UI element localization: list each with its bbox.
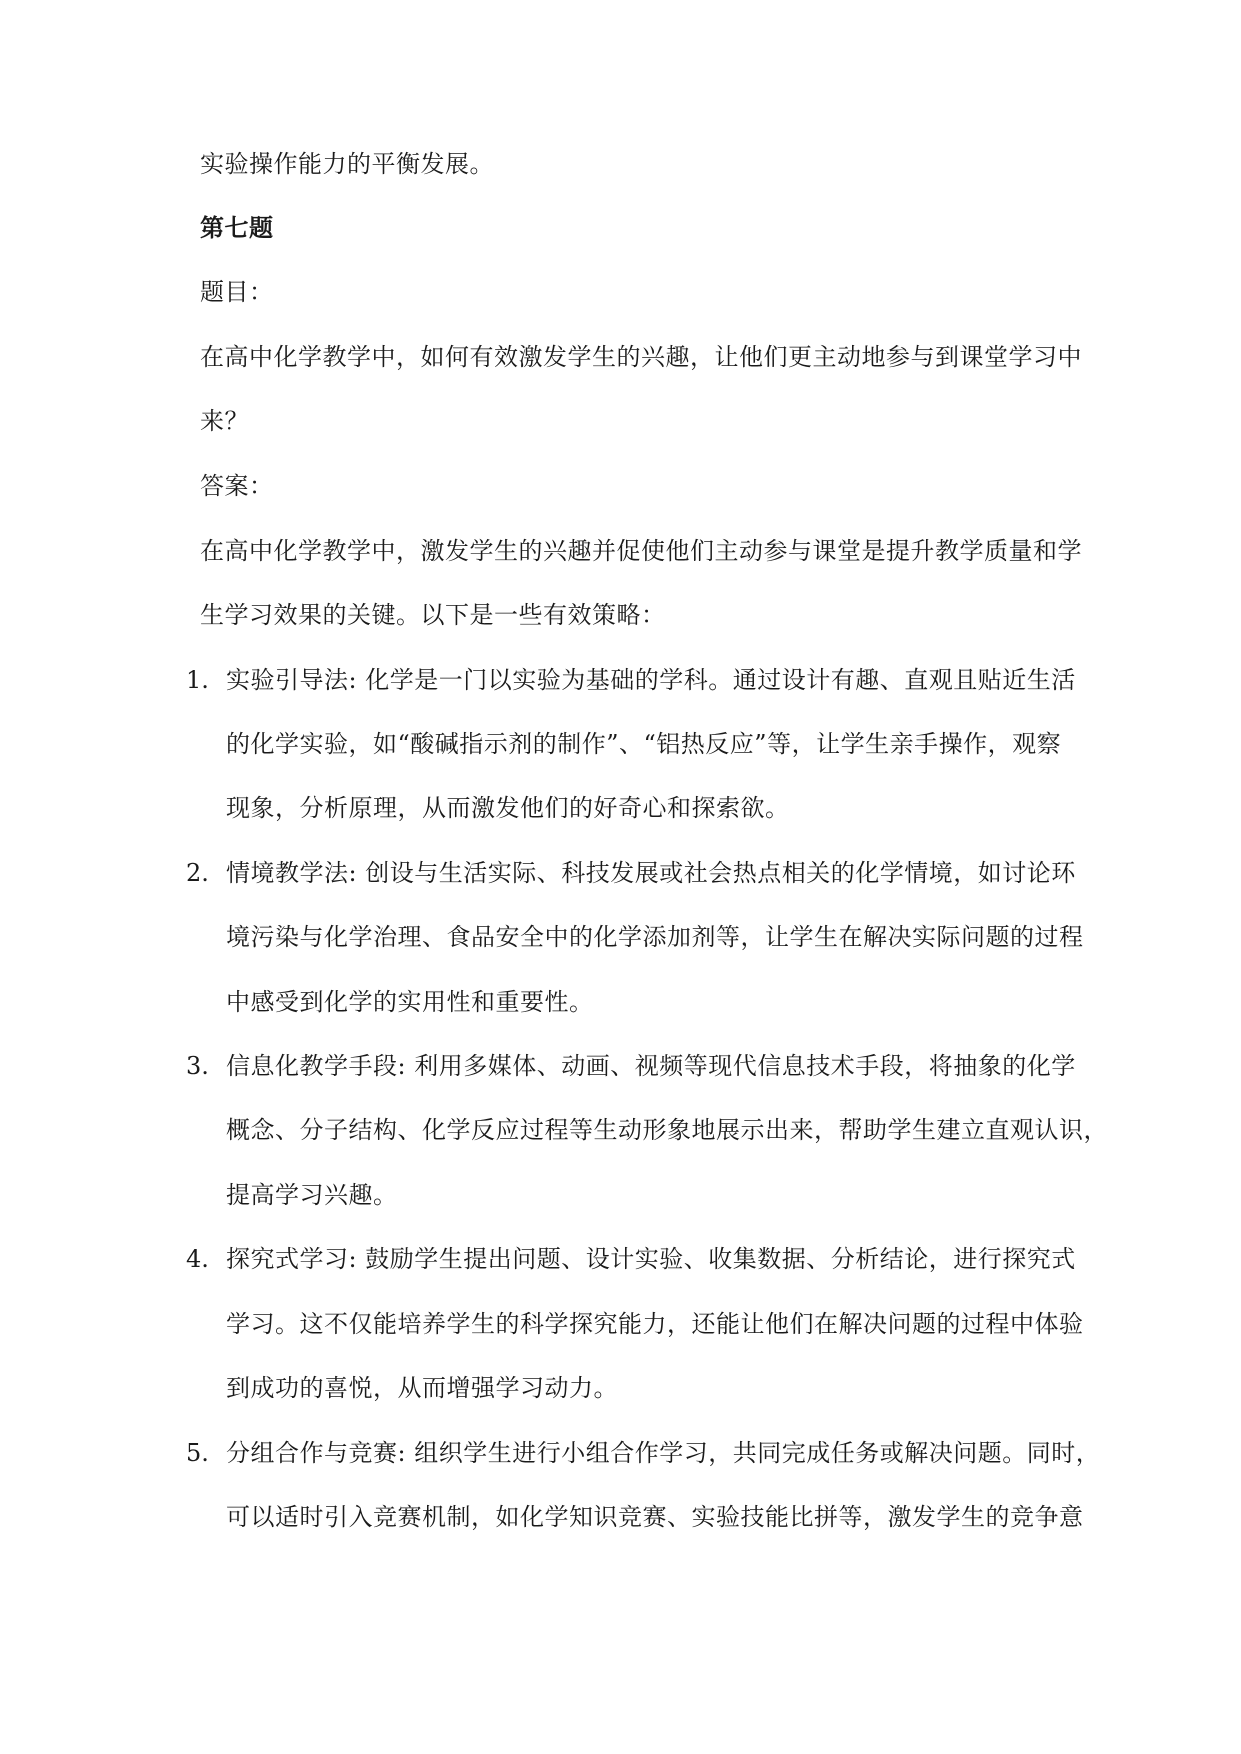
question-line: 在高中化学教学中，如何有效激发学生的兴趣，让他们更主动地参与到课堂学习中 (200, 343, 1082, 371)
list-item-line: 探究式学习: 鼓励学生提出问题、设计实验、收集数据、分析结论，进行探究式 (226, 1245, 1076, 1273)
list-item-number: 1. (186, 666, 209, 694)
list-item-line: 的化学实验，如“酸碱指示剂的制作”、“铝热反应”等，让学生亲手操作，观察 (226, 730, 1062, 758)
list-item-line: 实验引导法: 化学是一门以实验为基础的学科。通过设计有趣、直观且贴近生活 (226, 666, 1076, 694)
question-label: 题目： (200, 278, 274, 306)
list-item-line: 信息化教学手段: 利用多媒体、动画、视频等现代信息技术手段，将抽象的化学 (226, 1052, 1076, 1080)
intro-line: 生学习效果的关键。以下是一些有效策略： (200, 601, 666, 629)
list-item-line: 提高学习兴趣。 (226, 1181, 398, 1209)
list-item-line: 境污染与化学治理、食品安全中的化学添加剂等，让学生在解决实际问题的过程 (226, 923, 1084, 951)
intro-line: 在高中化学教学中，激发学生的兴趣并促使他们主动参与课堂是提升教学质量和学 (200, 537, 1082, 565)
list-item-line: 可以适时引入竞赛机制，如化学知识竞赛、实验技能比拼等，激发学生的竞争意 (226, 1503, 1084, 1531)
section-title: 第七题 (200, 213, 274, 242)
list-item-line: 中感受到化学的实用性和重要性。 (226, 988, 594, 1016)
list-item-line: 到成功的喜悦，从而增强学习动力。 (226, 1374, 618, 1402)
list-item-number: 3. (186, 1052, 209, 1080)
question-line: 来？ (200, 407, 249, 435)
answer-label: 答案： (200, 472, 274, 500)
list-item-line: 概念、分子结构、化学反应过程等生动形象地展示出来，帮助学生建立直观认识， (226, 1116, 1108, 1144)
list-item-line: 情境教学法: 创设与生活实际、科技发展或社会热点相关的化学情境，如讨论环 (226, 859, 1076, 887)
list-item-line: 学习。这不仅能培养学生的科学探究能力，还能让他们在解决问题的过程中体验 (226, 1310, 1084, 1338)
list-item-line: 现象，分析原理，从而激发他们的好奇心和探索欲。 (226, 794, 790, 822)
list-item-number: 2. (186, 859, 209, 887)
continuation-text: 实验操作能力的平衡发展。 (200, 150, 494, 178)
list-item-line: 分组合作与竞赛: 组织学生进行小组合作学习，共同完成任务或解决问题。同时， (226, 1439, 1101, 1467)
list-item-number: 4. (186, 1245, 209, 1273)
list-item-number: 5. (186, 1439, 209, 1467)
